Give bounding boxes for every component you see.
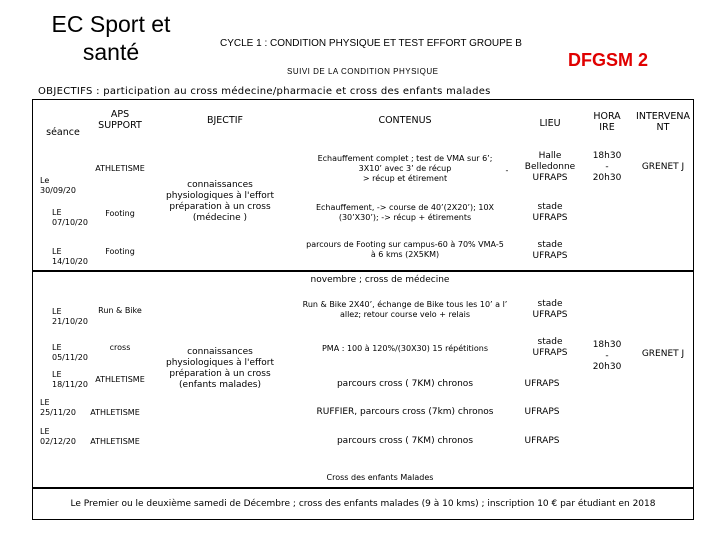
header-intervenant-line-1: INTERVENA: [636, 111, 690, 122]
row-6-aps: ATHLETISME: [95, 375, 145, 384]
row-6-date: LE 18/11/20: [52, 370, 88, 389]
header-horaire: [582, 111, 632, 133]
brand-title: [36, 10, 186, 66]
row-7-aps: ATHLETISME: [90, 408, 140, 417]
row-5-contenu: PMA : 100 à 120%/(30X30) 15 répétitions: [321, 344, 489, 353]
row-2-lieu: stade UFRAPS: [532, 202, 568, 223]
header-intervenant-line-2: NT: [656, 122, 670, 133]
row-2-aps: Footing: [105, 209, 135, 218]
row-1-lieu: Halle Belledonne UFRAPS: [524, 151, 576, 183]
header-horaire-line-1: HORA: [593, 111, 621, 122]
row-2-contenu: Echauffement, -> course de 40’(2X20’); 10X (30’X30’); -> récup + étirements: [315, 203, 495, 222]
row-7-lieu: UFRAPS: [524, 407, 560, 417]
row-3-date: LE 14/10/20: [52, 247, 88, 266]
header-objectif: BJECTIF: [206, 115, 244, 126]
row-5-lieu: stade UFRAPS: [532, 337, 568, 358]
row-8-date: LE 02/12/20: [40, 427, 76, 446]
suivi-subtitle: SUIVI DE LA CONDITION PHYSIQUE: [287, 67, 439, 76]
row-7-contenu: RUFFIER, parcours cross (7km) chronos: [316, 407, 494, 417]
row-8-lieu: UFRAPS: [524, 436, 560, 446]
cross-banner: Cross des enfants Malades: [326, 473, 434, 482]
row-2-date: LE 07/10/20: [52, 208, 88, 227]
row-3-lieu: stade UFRAPS: [532, 240, 568, 261]
brand-line-2: santé: [82, 39, 140, 65]
brand-line-1: EC Sport et: [51, 11, 171, 37]
program-label: DFGSM 2: [568, 50, 649, 70]
row-5-aps: cross: [109, 343, 131, 352]
row-4-contenu: Run & Bike 2X40’, échange de Bike tous les 10’ a l’ allez; retour course velo + relais: [302, 300, 508, 319]
objectifs-text: OBJECTIFS : participation au cross médecine/pharmacie et cross des enfants malades: [38, 86, 491, 97]
row-6-lieu: UFRAPS: [524, 379, 560, 389]
row-7-date: LE 25/11/20: [40, 398, 76, 417]
cycle-title: CYCLE 1 : CONDITION PHYSIQUE ET TEST EFFORT GROUPE B: [220, 38, 522, 49]
block-2-objectif: connaissances physiologiques à l'effort préparation à un cross (enfants malades): [166, 347, 274, 390]
row-8-aps: ATHLETISME: [90, 437, 140, 446]
row-1-contenu: Echauffement complet ; test de VMA sur 6’; 3X10’ avec 3’ de récup > récup et étirement: [317, 154, 493, 183]
row-1-aps: ATHLETISME: [95, 164, 145, 173]
block-2-horaire: 18h30 - 20h30: [592, 340, 622, 372]
header-lieu: LIEU: [539, 118, 561, 129]
block-1-intervenant: GRENET J: [641, 162, 685, 172]
row-1-dash: -: [505, 166, 509, 175]
row-3-contenu: parcours de Footing sur campus-60 à 70% VMA-5 à 6 kms (2X5KM): [306, 240, 504, 259]
header-aps-line-2: SUPPORT: [98, 120, 142, 131]
block-2-intervenant: GRENET J: [641, 349, 685, 359]
block-1-horaire: 18h30 - 20h30: [592, 151, 622, 183]
header-seance: séance: [46, 127, 80, 138]
header-intervenant: [632, 111, 694, 133]
row-1-date: Le 30/09/20: [40, 176, 76, 195]
row-5-date: LE 05/11/20: [52, 343, 88, 362]
row-4-lieu: stade UFRAPS: [532, 299, 568, 320]
november-banner: novembre ; cross de médecine: [310, 275, 450, 285]
row-3-aps: Footing: [105, 247, 135, 256]
footer-note: Le Premier ou le deuxième samedi de Décembre ; cross des enfants malades (9 à 10 kms) ; inscription 10 € par étudiant en 2018: [70, 499, 656, 509]
row-8-contenu: parcours cross ( 7KM) chronos: [336, 436, 474, 446]
row-4-date: LE 21/10/20: [52, 307, 88, 326]
header-horaire-line-2: IRE: [599, 122, 615, 133]
header-contenus: CONTENUS: [378, 115, 432, 126]
header-aps: [85, 109, 155, 131]
header-aps-line-1: APS: [110, 109, 130, 120]
row-4-aps: Run & Bike: [98, 306, 142, 315]
row-6-contenu: parcours cross ( 7KM) chronos: [336, 379, 474, 389]
block-1-objectif: connaissances physiologiques à l'effort préparation à un cross (médecine ): [166, 180, 274, 223]
